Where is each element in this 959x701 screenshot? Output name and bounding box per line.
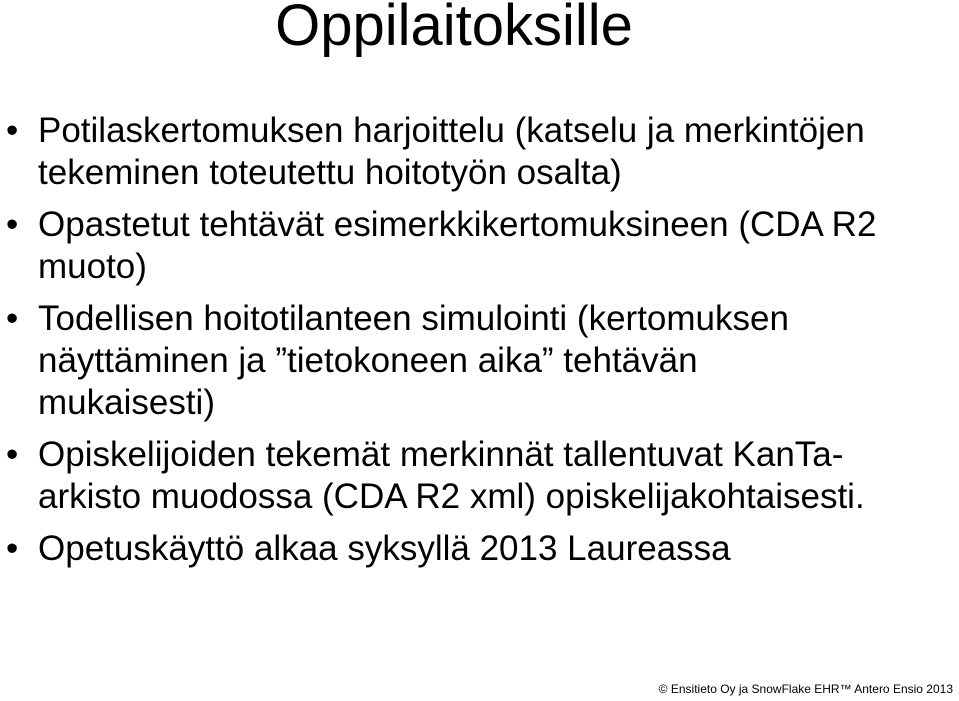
bullet-line: näyttäminen ja ”tietokoneen aika” tehtävän: [38, 341, 698, 380]
bullet-line: mukaisesti): [38, 383, 215, 422]
bullet-line: tekeminen toteutettu hoitotyön osalta): [38, 153, 622, 192]
slide-title: Oppilaitoksille: [275, 0, 633, 58]
bullet-item: [0, 204, 959, 288]
bullet-dot-icon: •: [6, 111, 19, 150]
bullet-item: [0, 298, 959, 424]
bullet-line: arkisto muodossa (CDA R2 xml) opiskelijakohtaisesti.: [38, 477, 865, 516]
copyright-footer: © Ensitieto Oy ja SnowFlake EHR™ Antero Ensio 2013: [658, 682, 953, 696]
bullet-line: muoto): [38, 247, 147, 286]
bullet-list: [0, 110, 959, 580]
bullet-dot-icon: •: [6, 435, 19, 474]
bullet-line: Opiskelijoiden tekemät merkinnät tallentuvat KanTa-: [38, 435, 844, 474]
bullet-dot-icon: •: [6, 529, 19, 568]
bullet-line: Todellisen hoitotilanteen simulointi (kertomuksen: [38, 299, 789, 338]
bullet-dot-icon: •: [6, 205, 19, 244]
bullet-dot-icon: •: [6, 299, 19, 338]
bullet-line: Potilaskertomuksen harjoittelu (katselu ja merkintöjen: [38, 111, 865, 150]
bullet-line: Opetuskäyttö alkaa syksyllä 2013 Laureassa: [38, 529, 731, 568]
bullet-item: [0, 110, 959, 194]
bullet-line: Opastetut tehtävät esimerkkikertomuksineen (CDA R2: [38, 205, 877, 244]
bullet-item: [0, 434, 959, 518]
bullet-item: [0, 528, 959, 570]
